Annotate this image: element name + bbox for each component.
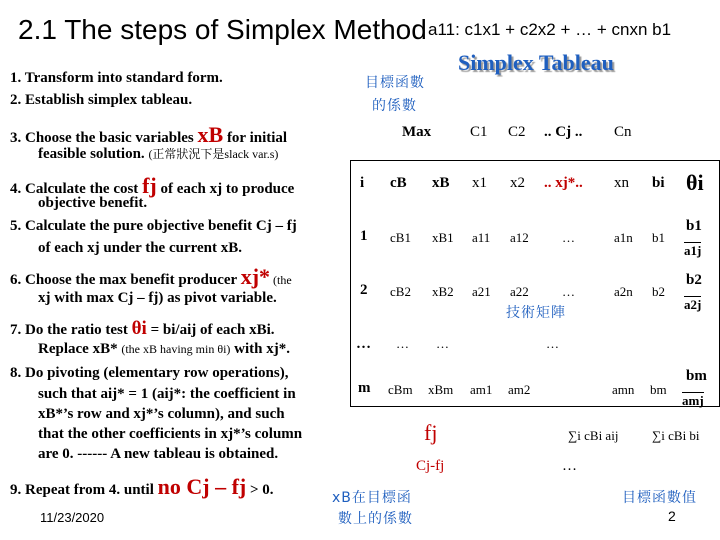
step-9: 9. Repeat from 4. until no Cj – fj > 0. [10,474,274,499]
step-7: 7. Do the ratio test θi = bi/aij of each xBi. [10,318,275,339]
step-8: 8. Do pivoting (elementary row operations), [10,365,289,381]
row-ellipsis-i: … [356,336,371,352]
tableau-col-xb: xB [432,175,450,191]
row-2-aj: … [562,284,575,299]
row-m-i: m [358,380,371,396]
row-ellipsis-cb: … [396,336,409,351]
step-4: 4. Calculate the cost fj of each xj to produce [10,173,295,198]
tableau-col-xn: xn [614,175,629,191]
row-2-theta-num: b2 [686,272,702,288]
row-m-xb: xBm [428,382,454,397]
row-1-a1: a11 [472,230,491,245]
row-ellipsis-aj: … [546,336,559,351]
step-8-cont-1: such that aij* = 1 (aij*: the coefficient in [38,386,296,402]
tableau-heading: Simplex Tableau [458,50,614,75]
objective-formula: a11: c1x1 + c2x2 + … + cnxn b1 [428,20,672,39]
step-3: 3. Choose the basic variables xB for initial [10,122,288,147]
row-m-a1: am1 [470,382,493,397]
tableau-col-theta: θi [686,170,704,195]
tableau-cn: Cn [614,124,632,140]
row-1-b: b1 [652,230,665,245]
annotation-objective-fn-2: 的係數 [372,98,417,114]
row-ellipsis-xb: … [436,336,449,351]
row-2-theta-den: a2j [684,297,702,312]
step-4-cont: objective benefit. [38,195,148,211]
step-1: 1. Transform into standard form. [10,70,223,86]
step-8-cont-3: that the other coefficients in xj*’s column [38,426,303,442]
row-2-cb: cB2 [390,284,411,299]
row-1-an: a1n [614,230,633,245]
row-m-theta-num: bm [686,368,707,384]
row-2-xb: xB2 [432,284,454,299]
row-m-b: bm [650,382,667,397]
row-2-i: 2 [360,282,368,298]
footer-date: 11/23/2020 [40,510,105,525]
row-2-b: b2 [652,284,665,299]
tableau-col-bi: bi [652,175,665,191]
fj-formula: ∑i cBi aij [568,428,619,443]
annotation-objective-value: 目標函數值 [622,490,697,506]
annotation-objective-fn-1: 目標函數 [365,75,425,91]
step-6-cont: xj with max Cj – fj) as pivot variable. [38,290,277,306]
step-6: 6. Choose the max benefit producer xj* (the [10,264,292,289]
tableau-col-xj: .. xj*.. [544,175,583,191]
tableau-max-label: Max [402,124,432,140]
fj-total: ∑i cBi bi [652,428,700,443]
annotation-xb-coef-1: xB在目標函 [332,490,412,506]
page-number: 2 [668,508,676,524]
step-3-cont: feasible solution. (正常狀況下是slack var.s) [38,146,279,162]
step-5: 5. Calculate the pure objective benefit Cj – fj [10,218,297,234]
row-m-cb: cBm [388,382,413,397]
cj-fj-value: … [562,458,577,474]
row-1-i: 1 [360,228,368,244]
tableau-col-x2: x2 [510,175,525,191]
tableau-col-cb: cB [390,175,407,191]
step-7-cont: Replace xB* (the xB having min θi) with xj*. [38,341,290,357]
step-2: 2. Establish simplex tableau. [10,92,193,108]
slide-title: 2.1 The steps of Simplex Method [18,14,427,45]
step-8-cont-4: are 0. ------ A new tableau is obtained. [38,446,279,462]
tableau-cj: .. Cj .. [544,124,583,140]
row-1-theta-den: a1j [684,243,702,258]
step-5-cont: of each xj under the current xB. [38,240,243,256]
row-1-xb: xB1 [432,230,454,245]
tableau-col-i: i [360,175,365,191]
cj-fj-label: Cj-fj [416,458,445,474]
annotation-tech-matrix: 技術矩陣 [506,305,566,321]
step-8-cont-2: xB*’s row and xj*’s column), and such [38,406,285,422]
row-m-theta-den: amj [682,393,704,408]
tableau-c1: C1 [470,124,488,140]
row-1-aj: … [562,230,575,245]
row-m-an: amn [612,382,635,397]
fj-label: fj [424,420,438,445]
row-1-a2: a12 [510,230,529,245]
annotation-xb-coef-2: 數上的係數 [338,511,413,527]
row-2-an: a2n [614,284,633,299]
row-m-a2: am2 [508,382,531,397]
tableau-c2: C2 [508,124,526,140]
row-1-theta-num: b1 [686,218,702,234]
row-2-a1: a21 [472,284,491,299]
row-2-a2: a22 [510,284,529,299]
row-1-cb: cB1 [390,230,411,245]
tableau-col-x1: x1 [472,175,487,191]
